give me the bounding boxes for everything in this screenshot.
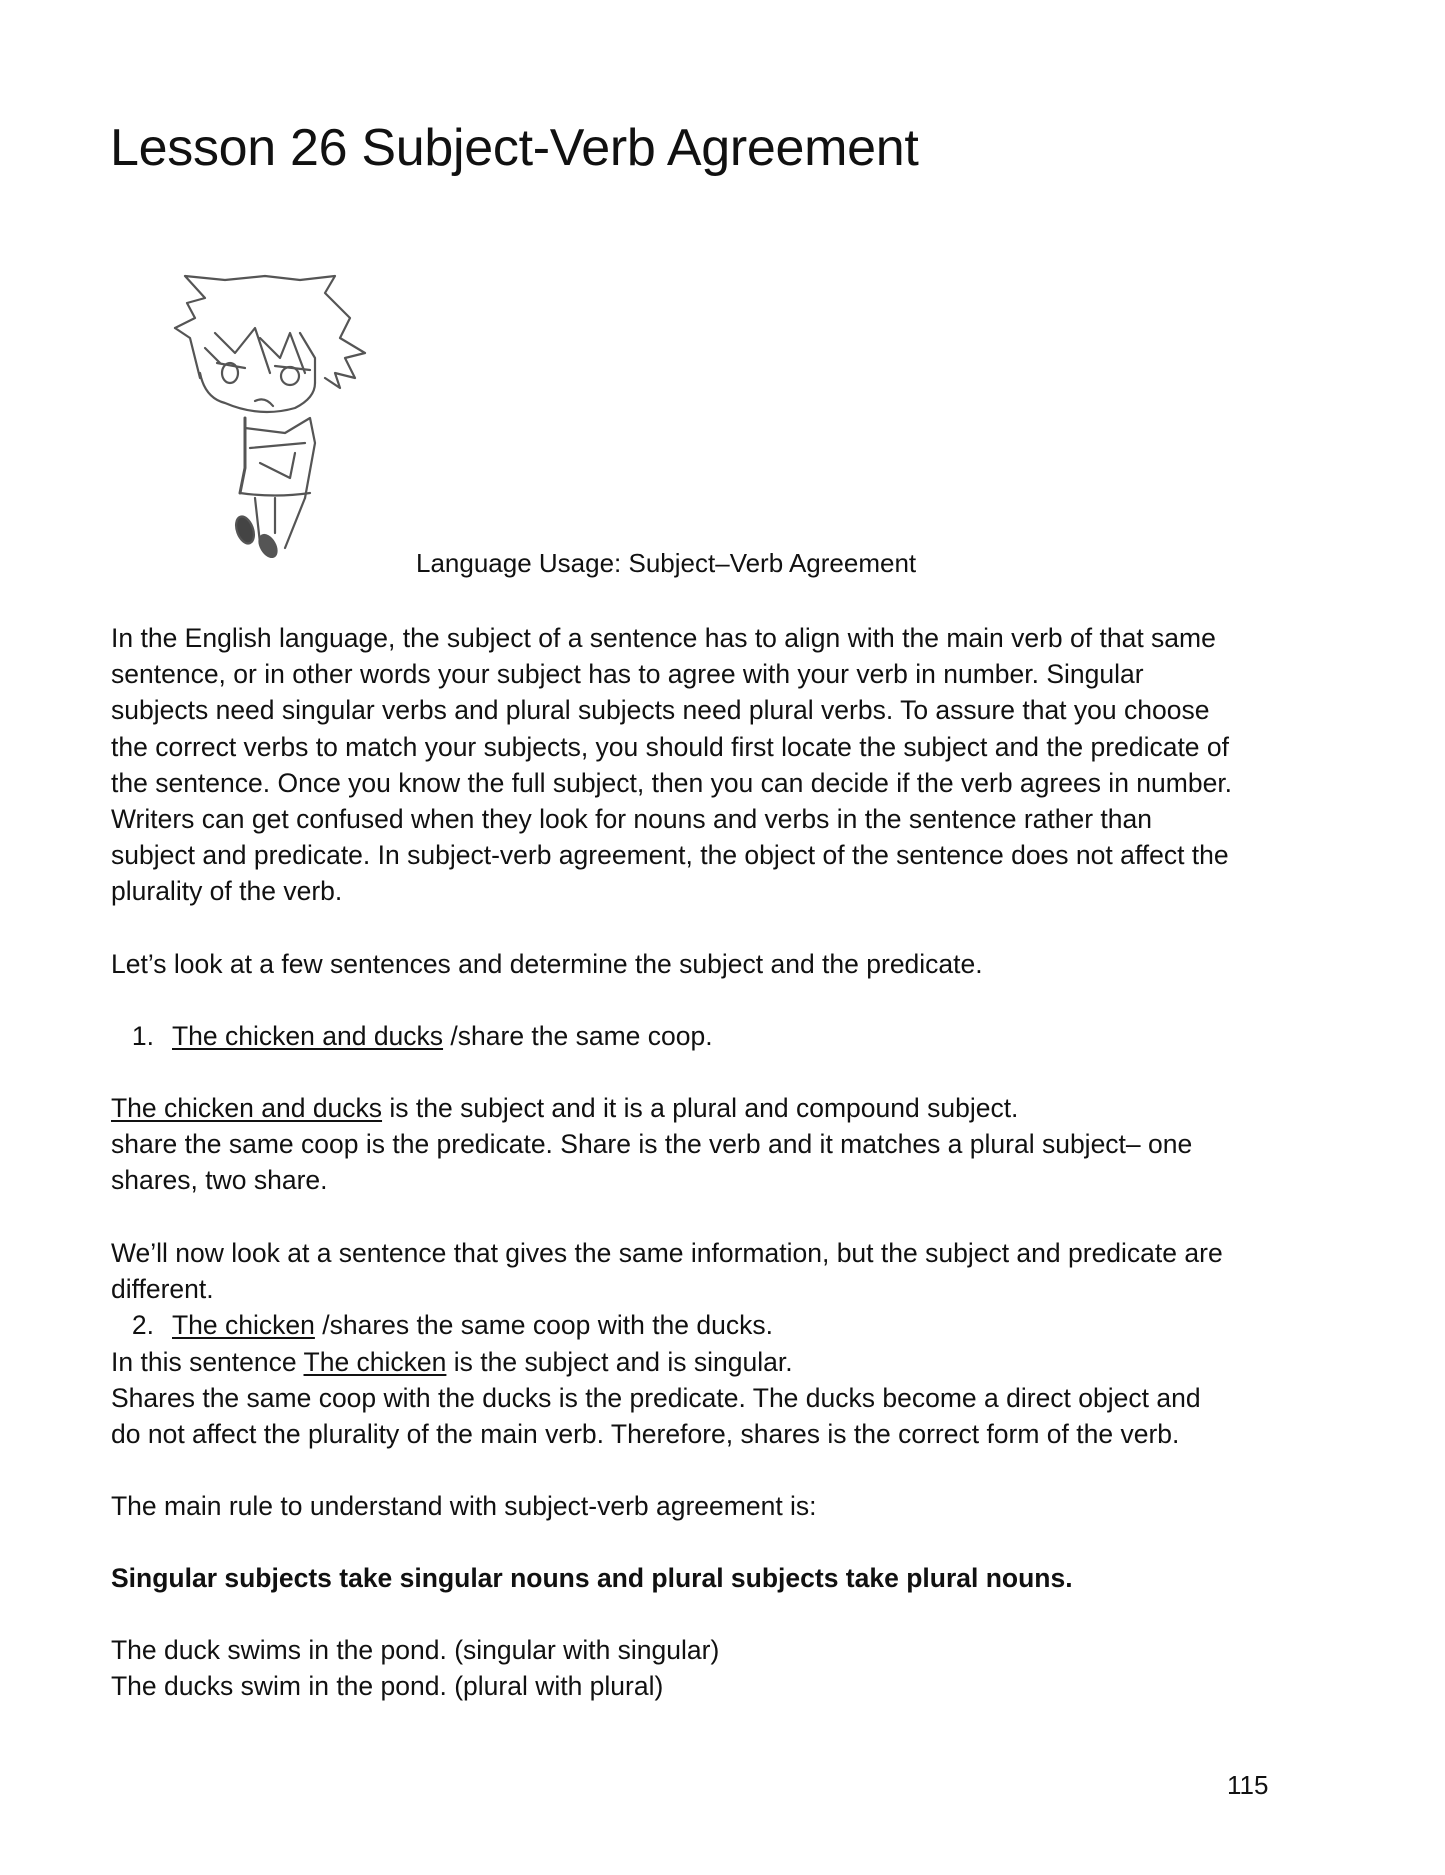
list-number: 2.	[131, 1310, 154, 1341]
intro-line: the correct verbs to match your subjects, you should first locate the subject and the predicate of	[111, 731, 1230, 762]
intro-line: sentence, or in other words your subject has to agree with your verb in number. Singular	[111, 659, 1144, 690]
rule-text: Singular subjects take singular nouns and plural subjects take plural nouns.	[111, 1563, 1073, 1593]
transition-line: different.	[111, 1274, 214, 1305]
intro-line: the sentence. Once you know the full subject, then you can decide if the verb agrees in number.	[111, 767, 1233, 798]
example-sentence: The ducks swim in the pond. (plural with plural)	[111, 1671, 664, 1702]
rule-intro-text: The main rule to understand with subject-verb agreement is:	[111, 1491, 817, 1521]
page-number: 115	[1227, 1770, 1269, 1800]
example-2-predicate: /shares the same coop with the ducks.	[314, 1310, 773, 1341]
explanation-2-line	[111, 1344, 1341, 1380]
example-sentence: The duck swims in the pond. (singular with singular)	[111, 1635, 720, 1665]
rule-intro-paragraph	[111, 1488, 1341, 1524]
intro-line: plurality of the verb.	[111, 876, 343, 907]
explanation-1-line: share the same coop is the predicate. Share is the verb and it matches a plural subject– one	[111, 1129, 1193, 1160]
intro-paragraph	[111, 620, 1341, 910]
rule-paragraph	[111, 1560, 1341, 1596]
intro-line: In the English language, the subject of a sentence has to align with the main verb of that same	[111, 623, 1216, 653]
explanation-1-subject: The chicken and ducks	[111, 1093, 383, 1123]
examples-paragraph	[111, 1632, 1341, 1704]
lead-in-text: Let’s look at a few sentences and determine the subject and the predicate.	[111, 949, 983, 979]
explanation-2-text: is the subject and is singular.	[446, 1346, 793, 1377]
explanation-2-line: Shares the same coop with the ducks is the predicate. The ducks become a direct object and	[111, 1382, 1201, 1413]
chibi-character-illustration	[165, 258, 390, 558]
example-1	[111, 1018, 1341, 1054]
explanation-2-line: do not affect the plurality of the main verb. Therefore, shares is the correct form of the verb.	[111, 1419, 1180, 1450]
intro-line: subjects need singular verbs and plural subjects need plural verbs. To assure that you choose	[111, 695, 1210, 726]
example-2-subject: The chicken	[172, 1310, 315, 1341]
explanation-2-subject: The chicken	[303, 1346, 447, 1377]
explanation-2-text: In this sentence	[111, 1346, 304, 1377]
explanation-1-line	[111, 1090, 1341, 1126]
example-1-line	[111, 1018, 1341, 1054]
intro-line: subject and predicate. In subject-verb agreement, the object of the sentence does not affect the	[111, 840, 1229, 871]
transition-line: We’ll now look at a sentence that gives the same information, but the subject and predicate are	[111, 1238, 1223, 1268]
explanation-1	[111, 1090, 1341, 1199]
explanation-1-text: is the subject and it is a plural and compound subject.	[382, 1093, 1019, 1123]
example-1-predicate: /share the same coop.	[443, 1021, 713, 1051]
list-number: 1.	[131, 1021, 154, 1051]
lead-in-paragraph	[111, 946, 1341, 982]
pencil-sketch-icon	[165, 258, 390, 558]
transition-paragraph	[111, 1235, 1341, 1452]
example-2-line	[111, 1307, 1341, 1343]
intro-line: Writers can get confused when they look for nouns and verbs in the sentence rather than	[111, 804, 1152, 835]
example-1-subject: The chicken and ducks	[172, 1021, 444, 1051]
section-subheading: Language Usage: Subject–Verb Agreement	[416, 548, 917, 578]
explanation-1-line: shares, two share.	[111, 1165, 328, 1196]
page-title: Lesson 26 Subject-Verb Agreement	[110, 119, 919, 177]
